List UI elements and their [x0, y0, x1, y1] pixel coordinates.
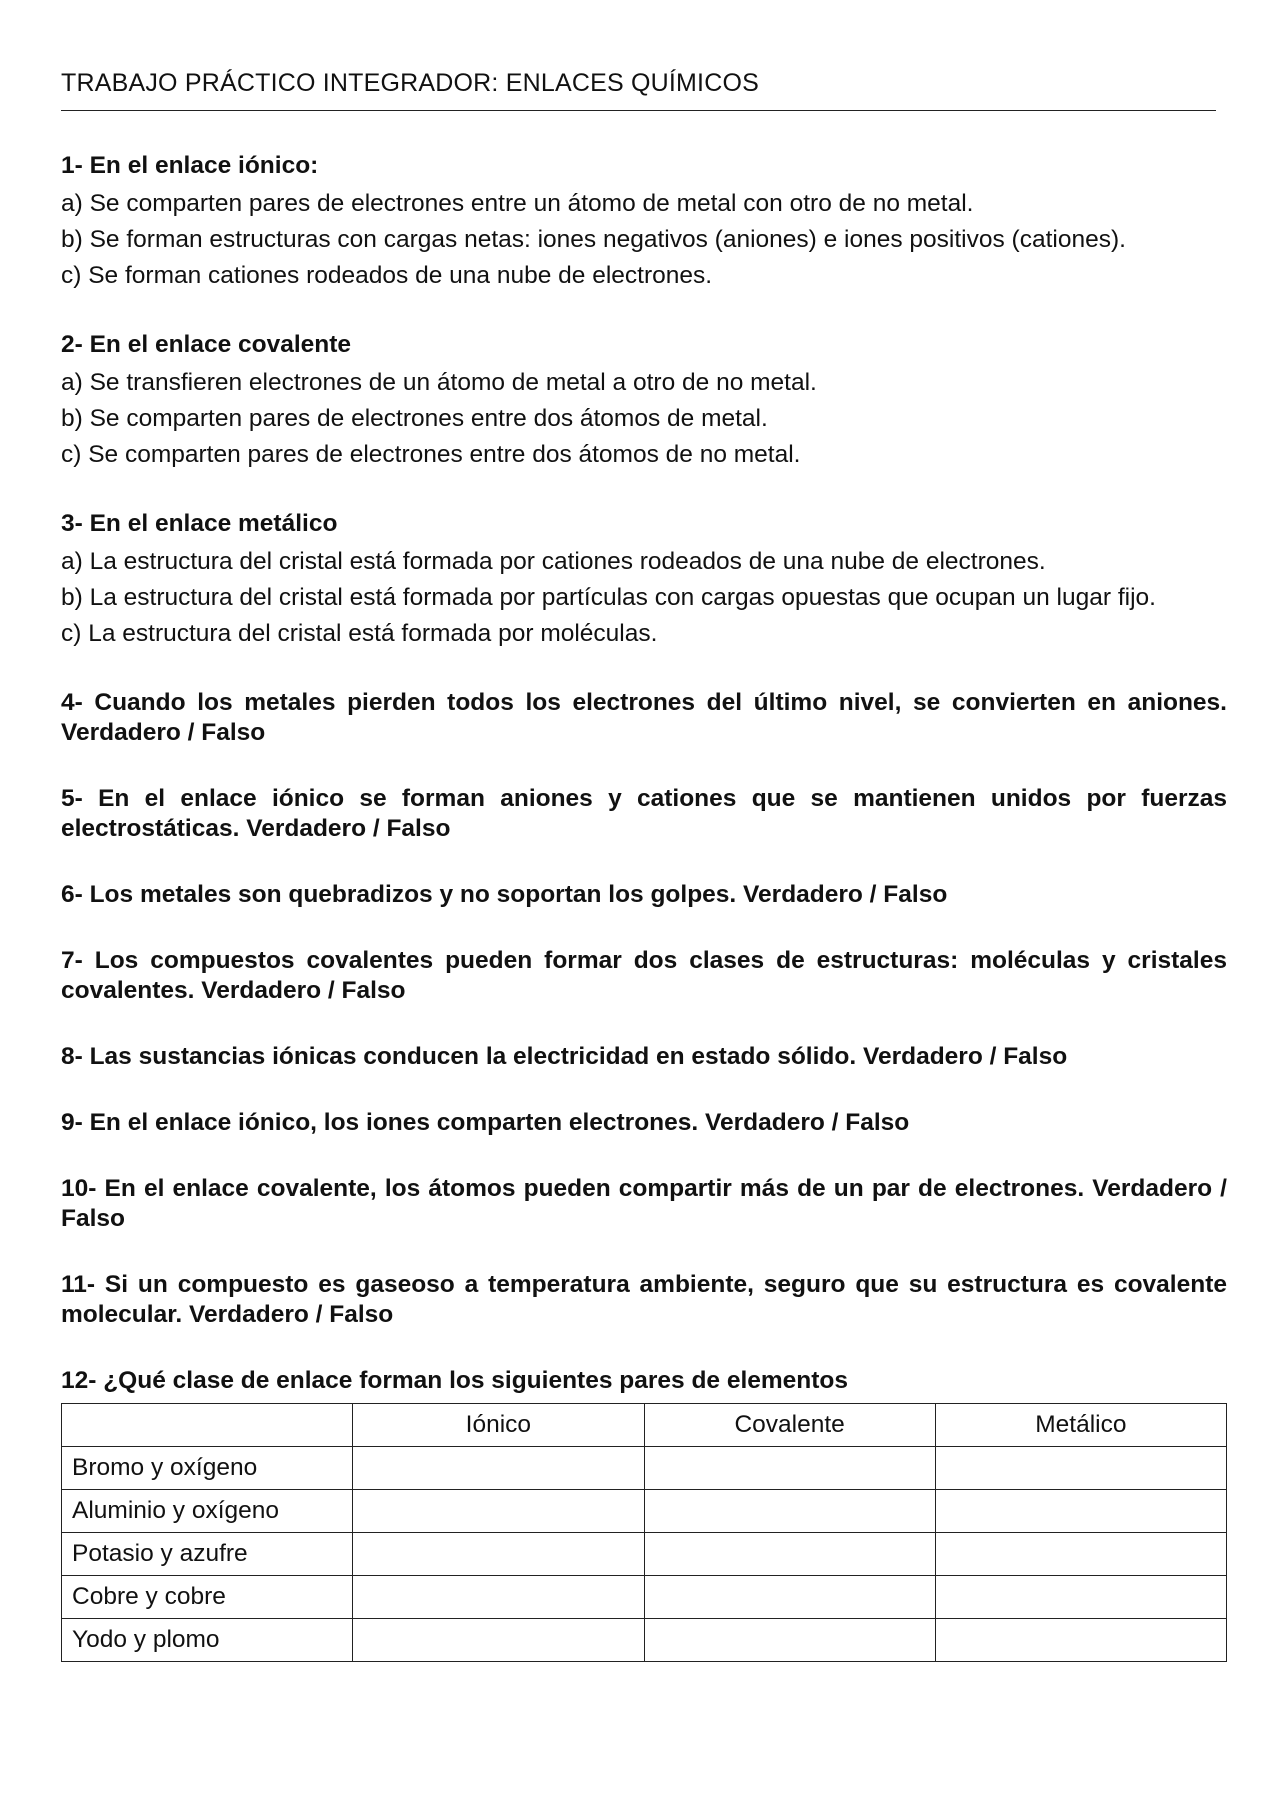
answer-cell-covalente[interactable] — [644, 1533, 935, 1576]
answer-cell-ionico[interactable] — [353, 1533, 644, 1576]
table-row — [62, 1533, 1227, 1576]
row-label: Yodo y plomo — [62, 1619, 353, 1662]
answer-cell-ionico[interactable] — [353, 1619, 644, 1662]
bond-type-table — [61, 1403, 1227, 1662]
table-row — [62, 1490, 1227, 1533]
answer-cell-covalente[interactable] — [644, 1447, 935, 1490]
table-header-row — [62, 1404, 1227, 1447]
question-8 — [61, 1042, 1227, 1072]
question-heading: 2- En el enlace covalente — [61, 331, 352, 358]
header-cell-metalico: Metálico — [935, 1404, 1226, 1447]
true-false-statement: 11- Si un compuesto es gaseoso a temperatura ambiente, seguro que su estructura es covalente molecular. Verdadero / Falso — [61, 1271, 1227, 1328]
option-c: c) Se comparten pares de electrones entre dos átomos de no metal. — [61, 441, 801, 468]
answer-cell-metalico[interactable] — [935, 1576, 1226, 1619]
answer-cell-ionico[interactable] — [353, 1490, 644, 1533]
question-11 — [61, 1270, 1227, 1330]
question-3 — [61, 509, 1227, 652]
question-5 — [61, 784, 1227, 844]
true-false-statement: 5- En el enlace iónico se forman aniones y cationes que se mantienen unidos por fuerzas electrostáticas. Verdadero / Falso — [61, 785, 1227, 842]
question-4 — [61, 688, 1227, 748]
answer-cell-metalico[interactable] — [935, 1619, 1226, 1662]
answer-cell-covalente[interactable] — [644, 1576, 935, 1619]
worksheet-page — [61, 66, 1227, 1662]
row-label: Cobre y cobre — [62, 1576, 353, 1619]
answer-cell-metalico[interactable] — [935, 1533, 1226, 1576]
answer-cell-metalico[interactable] — [935, 1447, 1226, 1490]
question-6 — [61, 880, 1227, 910]
header-cell-covalente: Covalente — [644, 1404, 935, 1447]
row-label: Potasio y azufre — [62, 1533, 353, 1576]
question-10 — [61, 1174, 1227, 1234]
answer-cell-covalente[interactable] — [644, 1490, 935, 1533]
answer-cell-ionico[interactable] — [353, 1447, 644, 1490]
table-row — [62, 1576, 1227, 1619]
answer-cell-covalente[interactable] — [644, 1619, 935, 1662]
true-false-statement: 4- Cuando los metales pierden todos los electrones del último nivel, se convierten en aniones. Verdadero / Falso — [61, 689, 1227, 746]
table-row — [62, 1447, 1227, 1490]
option-c: c) La estructura del cristal está formada por moléculas. — [61, 620, 658, 647]
answer-cell-metalico[interactable] — [935, 1490, 1226, 1533]
option-c: c) Se forman cationes rodeados de una nube de electrones. — [61, 262, 713, 289]
option-a: a) Se transfieren electrones de un átomo de metal a otro de no metal. — [61, 369, 817, 396]
page-title: TRABAJO PRÁCTICO INTEGRADOR: ENLACES QUÍMICOS — [61, 69, 759, 97]
question-1 — [61, 151, 1227, 294]
question-heading: 12- ¿Qué clase de enlace forman los siguientes pares de elementos — [61, 1367, 849, 1394]
answer-cell-ionico[interactable] — [353, 1576, 644, 1619]
option-b: b) Se forman estructuras con cargas netas: iones negativos (aniones) e iones positivos (cationes). — [61, 226, 1126, 253]
header-cell-ionico: Iónico — [353, 1404, 644, 1447]
question-2 — [61, 330, 1227, 473]
question-9 — [61, 1108, 1227, 1138]
question-7 — [61, 946, 1227, 1006]
title-divider — [61, 110, 1216, 111]
true-false-statement: 9- En el enlace iónico, los iones comparten electrones. Verdadero / Falso — [61, 1109, 910, 1136]
question-heading: 1- En el enlace iónico: — [61, 152, 319, 179]
true-false-statement: 7- Los compuestos covalentes pueden formar dos clases de estructuras: moléculas y cristales covalentes. Verdadero / Falso — [61, 947, 1227, 1004]
true-false-statement: 6- Los metales son quebradizos y no soportan los golpes. Verdadero / Falso — [61, 881, 948, 908]
row-label: Aluminio y oxígeno — [62, 1490, 353, 1533]
option-b: b) La estructura del cristal está formada por partículas con cargas opuestas que ocupan un lugar fijo. — [61, 584, 1156, 611]
question-heading: 3- En el enlace metálico — [61, 510, 338, 537]
row-label: Bromo y oxígeno — [62, 1447, 353, 1490]
true-false-statement: 8- Las sustancias iónicas conducen la electricidad en estado sólido. Verdadero / Falso — [61, 1043, 1068, 1070]
table-row — [62, 1619, 1227, 1662]
header-cell-empty — [62, 1404, 353, 1447]
question-12 — [61, 1366, 1227, 1662]
true-false-statement: 10- En el enlace covalente, los átomos pueden compartir más de un par de electrones. Verdadero / Falso — [61, 1175, 1227, 1232]
option-b: b) Se comparten pares de electrones entre dos átomos de metal. — [61, 405, 768, 432]
option-a: a) La estructura del cristal está formada por cationes rodeados de una nube de electrones. — [61, 548, 1046, 575]
option-a: a) Se comparten pares de electrones entre un átomo de metal con otro de no metal. — [61, 190, 974, 217]
